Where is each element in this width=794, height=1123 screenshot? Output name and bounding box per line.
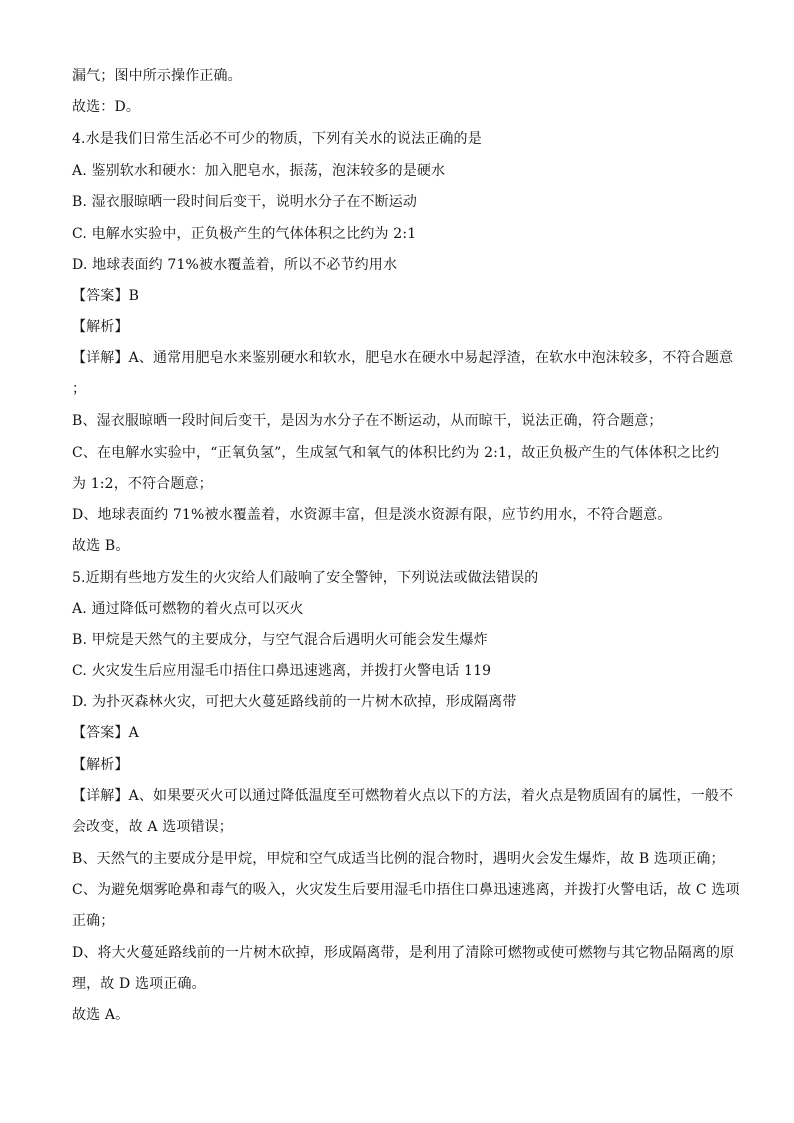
q4-detail-line: 为 1:2，不符合题意； xyxy=(72,476,213,492)
q5-detail-line: 【详解】A、如果要灭火可以通过降低温度至可燃物着火点以下的方法，着火点是物质固有的属性，一般不 xyxy=(72,788,734,804)
q5-detail-line: D、将大火蔓延路线前的一片树木砍掉，形成隔离带，是利用了清除可燃物或使可燃物与其它物品隔离的原 xyxy=(72,945,735,961)
q5-detail-line: 理，故 D 选项正确。 xyxy=(72,976,206,992)
q5-choice: 故选 A。 xyxy=(72,1007,130,1023)
q5-analysis-title: 【解析】 xyxy=(72,757,129,773)
q4-detail-line: B、湿衣服晾晒一段时间后变干，是因为水分子在不断运动，从而晾干，说法正确，符合题意； xyxy=(72,413,663,429)
q5-option-b: B. 甲烷是天然气的主要成分，与空气混合后遇明火可能会发生爆炸 xyxy=(72,632,488,648)
prev-continuation: 漏气；图中所示操作正确。 xyxy=(72,68,242,84)
q4-detail-line: D、地球表面约 71%被水覆盖着，水资源丰富，但是淡水资源有限，应节约用水，不符合题意。 xyxy=(72,507,672,523)
q4-answer: 【答案】B xyxy=(72,288,140,304)
q4-choice: 故选 B。 xyxy=(72,538,130,554)
q4-analysis-title: 【解析】 xyxy=(72,319,129,335)
q5-option-d: D. 为扑灭森林火灾，可把大火蔓延路线前的一片树木砍掉，形成隔离带 xyxy=(72,694,517,710)
q4-option-c: C. 电解水实验中，正负极产生的气体体积之比约为 2:1 xyxy=(72,226,417,242)
q5-detail-line: B、天然气的主要成分是甲烷，甲烷和空气成适当比例的混合物时，遇明火会发生爆炸，故 B 选项正确； xyxy=(72,851,725,867)
q4-option-a: A. 鉴别软水和硬水：加入肥皂水，振荡，泡沫较多的是硬水 xyxy=(72,163,446,179)
q5-option-c: C. 火灾发生后应用湿毛巾捂住口鼻迅速逃离，并拨打火警电话 119 xyxy=(72,663,492,679)
q5-stem: 5.近期有些地方发生的火灾给人们敲响了安全警钟，下列说法或做法错误的 xyxy=(72,570,539,586)
q4-stem: 4.水是我们日常生活必不可少的物质，下列有关水的说法正确的是 xyxy=(72,131,482,147)
q4-option-d: D. 地球表面约 71%被水覆盖着，所以不必节约用水 xyxy=(72,257,398,273)
q4-option-b: B. 湿衣服晾晒一段时间后变干，说明水分子在不断运动 xyxy=(72,194,418,210)
q5-detail-line: 正确； xyxy=(72,913,115,929)
q5-detail-line: C、为避免烟雾呛鼻和毒气的吸入，火灾发生后要用湿毛巾捂住口鼻迅速逃离，并拨打火警电话，故 C 选项 xyxy=(72,882,740,898)
q4-detail-line: C、在电解水实验中，“正氧负氢”，生成氢气和氧气的体积比约为 2:1，故正负极产生的气体体积之比约 xyxy=(72,445,720,461)
q4-detail-line: 【详解】A、通常用肥皂水来鉴别硬水和软水，肥皂水在硬水中易起浮渣，在软水中泡沫较多，不符合题意 xyxy=(72,350,734,366)
q5-detail-line: 会改变，故 A 选项错误； xyxy=(72,819,233,835)
q5-option-a: A. 通过降低可燃物的着火点可以灭火 xyxy=(72,601,304,617)
q4-detail-line: ； xyxy=(72,381,87,397)
prev-choice: 故选：D。 xyxy=(72,99,140,115)
q5-answer: 【答案】A xyxy=(72,725,139,741)
